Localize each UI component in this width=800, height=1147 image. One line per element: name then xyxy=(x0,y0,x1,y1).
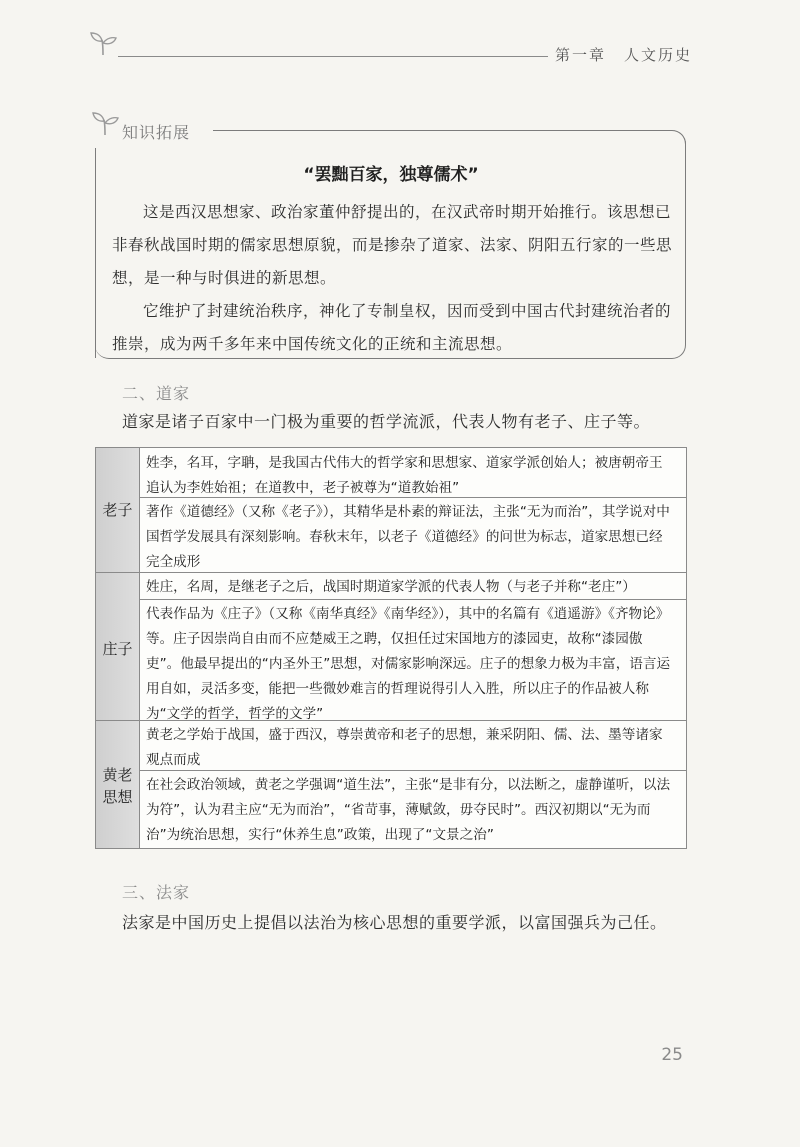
section-heading-daoist: 二、道家 xyxy=(122,384,191,403)
daoist-figures-table xyxy=(95,447,687,849)
chapter-title: 人文历史 xyxy=(624,46,693,64)
chapter-number: 第一章 xyxy=(555,46,607,64)
table-row-name-line: 黄老 xyxy=(102,766,133,784)
table-cell: 黄老之学始于战国，盛于西汉，尊崇黄帝和老子的思想，兼采阴阳、儒、法、墨等诸家观点而成 xyxy=(146,727,663,768)
chapter-header xyxy=(555,44,692,65)
knowledge-paragraph: 它维护了封建统治秩序，神化了专制皇权，因而受到中国古代封建统治者的推崇，成为两千多年来中国传统文化的正统和主流思想。 xyxy=(112,302,672,353)
table-row-name: 庄子 xyxy=(102,640,133,658)
header-rule xyxy=(118,56,548,57)
section-intro-legalist: 法家是中国历史上提倡以法治为核心思想的重要学派，以富国强兵为己任。 xyxy=(122,913,667,932)
knowledge-box-heading: “罢黜百家，独尊儒术” xyxy=(303,165,479,185)
section-intro-daoist: 道家是诸子百家中一门极为重要的哲学流派，代表人物有老子、庄子等。 xyxy=(122,412,651,431)
table-row-name-line: 思想 xyxy=(102,788,133,806)
table-row-name xyxy=(96,764,139,808)
knowledge-paragraph: 这是西汉思想家、政治家董仲舒提出的，在汉武帝时期开始推行。该思想已非春秋战国时期的儒家思想原貌，而是掺杂了道家、法家、阴阳五行家的一些思想，是一种与时俱进的新思想。 xyxy=(112,203,673,287)
knowledge-box-label: 知识拓展 xyxy=(122,123,191,142)
table-cell: 著作《道德经》（又称《老子》），其精华是朴素的辩证法，主张“无为而治”，其学说对中国哲学发展具有深刻影响。春秋末年，以老子《道德经》的问世为标志，道家思想已经完全成形 xyxy=(146,504,670,570)
table-cell: 在社会政治领域，黄老之学强调“道生法”，主张“是非有分，以法断之，虚静谨听，以法为符”，认为君主应“无为而治”，“省苛事，薄赋敛，毋夺民时”。西汉初期以“无为而治”为统治思想，实行“休养生息”政策，出现了“文景之治” xyxy=(146,777,671,843)
table-cell: 姓庄，名周，是继老子之后，战国时期道家学派的代表人物（与老子并称“老庄”） xyxy=(146,579,636,595)
table-row-name: 老子 xyxy=(102,501,133,519)
section-heading-legalist: 三、法家 xyxy=(122,883,191,902)
page-number: 25 xyxy=(661,1045,683,1065)
sprout-icon xyxy=(88,30,118,56)
table-cell: 代表作品为《庄子》（又称《南华真经》《南华经》），其中的名篇有《逍遥游》《齐物论》等。庄子因崇尚自由而不应楚威王之聘，仅担任过宋国地方的漆园吏，故称“漆园傲吏”。他最早提出的“内圣外王”思想，对儒家影响深远。庄子的想象力极为丰富，语言运用自如，灵活多变，能把一些微妙难言的哲理说得引人入胜，所以庄子的作品被人称为“文学的哲学，哲学的文学” xyxy=(146,606,671,722)
table-cell: 姓李，名耳，字聃，是我国古代伟大的哲学家和思想家、道家学派创始人；被唐朝帝王追认为李姓始祖；在道教中，老子被尊为“道教始祖” xyxy=(146,455,663,496)
